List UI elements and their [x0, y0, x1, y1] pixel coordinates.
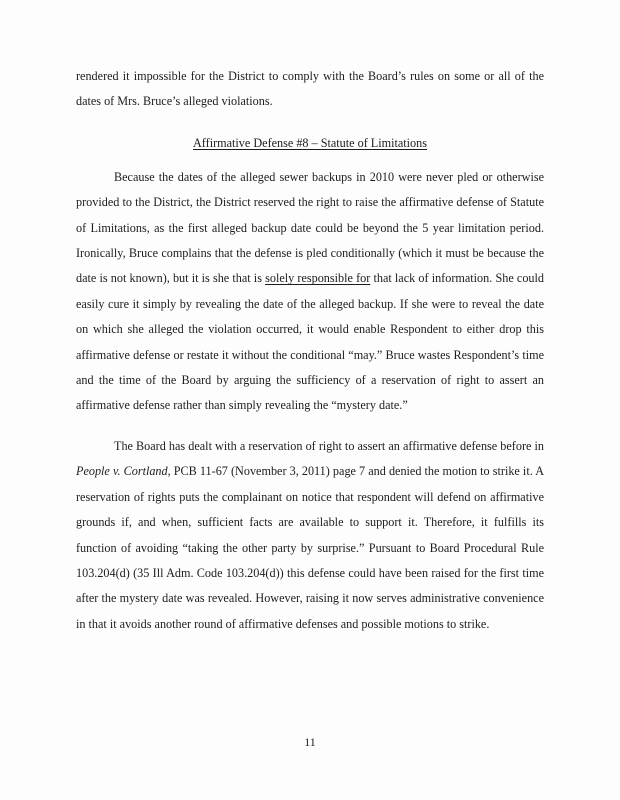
underlined-phrase: solely responsible for [265, 271, 371, 286]
case-citation: People v. Cortland [76, 464, 168, 479]
paragraph-continuation: rendered it impossible for the District to comply with the Board’s rules on some or all of the dates of Mrs. Bruce’s alleged violations. [76, 69, 544, 109]
paragraph-board-precedent [76, 434, 544, 637]
paragraph-text: that lack of information. She could easily cure it simply by revealing the date of the alleged backup. If she were to reveal the date on which she alleged the violation occurred, it would enable Respondent to either drop this affirmative defense or restate it without the conditional “may.” Bruce wastes Respondent’s time and the time of the Board by arguing the sufficiency of a reservation of right to assert an affirmative defense rather than simply revealing the “mystery date.” [76, 271, 544, 413]
paragraph-statute-of-limitations [76, 165, 544, 419]
section-heading [76, 131, 544, 156]
page-number: 11 [304, 735, 316, 749]
paragraph-text: , PCB 11-67 (November 3, 2011) page 7 and denied the motion to strike it. A reservation of rights puts the complainant on notice that respondent will defend on affirmative grounds if, and when, sufficient facts are available to support it. Therefore, it fulfills its function of avoiding “taking the other party by surprise.” Pursuant to Board Procedural Rule 103.204(d) (35 Ill Adm. Code 103.204(d)) this defense could have been raised for the first time after the mystery date was revealed. However, raising it now serves administrative convenience in that it avoids another round of affirmative defenses and possible motions to strike. [76, 464, 544, 631]
section-heading-text: Affirmative Defense #8 – Statute of Limitations [193, 135, 427, 150]
paragraph-text: The Board has dealt with a reservation of right to assert an affirmative defense before in [114, 438, 544, 453]
document-body [76, 64, 544, 637]
paragraph-text: Because the dates of the alleged sewer backups in 2010 were never pled or otherwise provided to the District, the District reserved the right to raise the affirmative defense of Statute of Limitations, as the first alleged backup date could be beyond the 5 year limitation period. Ironically, Bruce complains that the defense is pled conditionally (which it must be because the date is not known), but it is she that is [76, 169, 544, 286]
